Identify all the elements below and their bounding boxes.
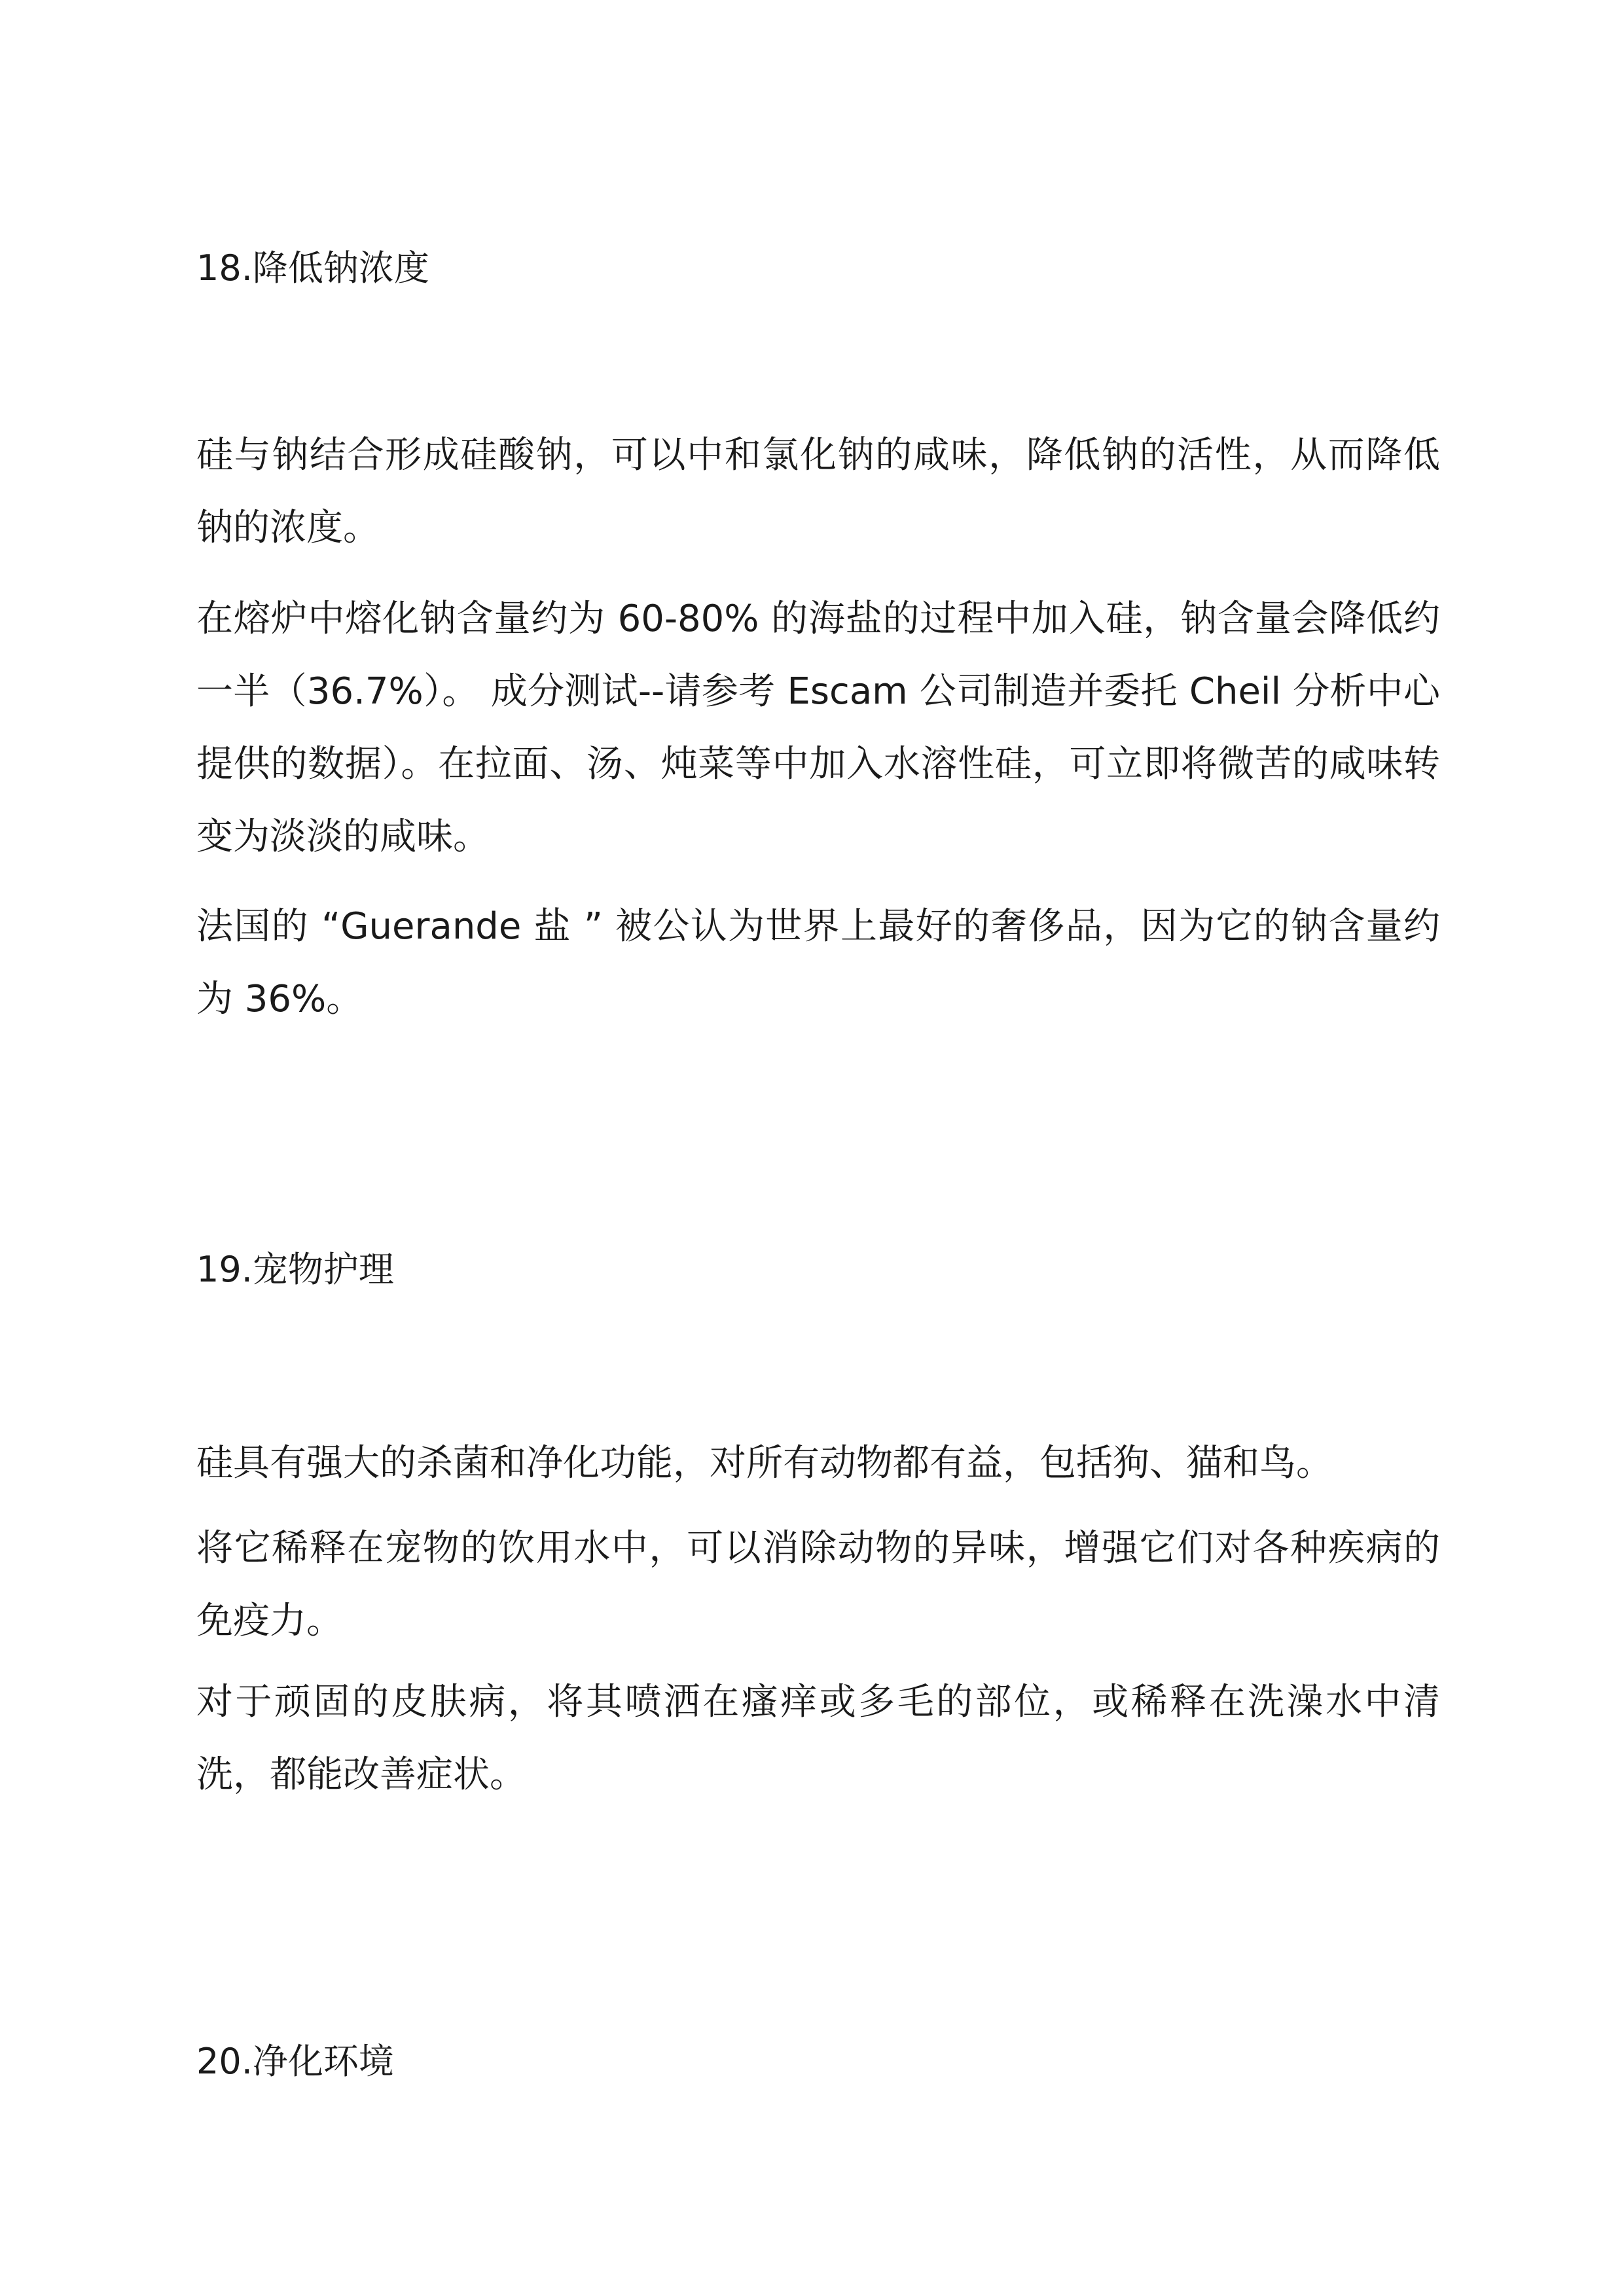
section-heading: 19.宠物护理 xyxy=(196,1249,394,1290)
section-heading: 18.降低钠浓度 xyxy=(196,247,429,289)
section-18-heading-block xyxy=(196,245,1440,291)
paragraph: 硅与钠结合形成硅酸钠，可以中和氯化钠的咸味，降低钠的活性，从而降低钠的浓度。 xyxy=(196,434,1440,549)
section-18-paragraph-2 xyxy=(196,583,1440,873)
section-19-heading-block xyxy=(196,1247,1440,1293)
paragraph: 对于顽固的皮肤病，将其喷洒在瘙痒或多毛的部位，或稀释在洗澡水中清洗，都能改善症状。 xyxy=(196,1681,1440,1796)
section-18-paragraph-1 xyxy=(196,419,1440,564)
section-18-paragraph-3 xyxy=(196,890,1440,1035)
paragraph: 在熔炉中熔化钠含量约为 60-80% 的海盐的过程中加入硅，钠含量会降低约一半（36.7%）。 成分测试--请参考 Escam 公司制造并委托 Cheil 分析中心提供的数据）。在拉面、汤、炖菜等中加入水溶性硅，可立即将微苦的咸味转变为淡淡的咸味。 xyxy=(196,598,1440,858)
paragraph: 将它稀释在宠物的饮用水中，可以消除动物的异味，增强它们对各种疾病的免疫力。 xyxy=(196,1527,1440,1642)
section-19-paragraph-2 xyxy=(196,1512,1440,1657)
section-19-paragraph-3 xyxy=(196,1666,1440,1811)
section-19-paragraph-1 xyxy=(196,1427,1440,1499)
paragraph: 法国的 “Guerande 盐 ” 被公认为世界上最好的奢侈品，因为它的钠含量约为 36%。 xyxy=(196,905,1440,1020)
section-20-heading-block xyxy=(196,2039,1440,2085)
section-heading: 20.净化环境 xyxy=(196,2041,394,2082)
paragraph: 硅具有强大的杀菌和净化功能，对所有动物都有益，包括狗、猫和鸟。 xyxy=(196,1442,1333,1484)
